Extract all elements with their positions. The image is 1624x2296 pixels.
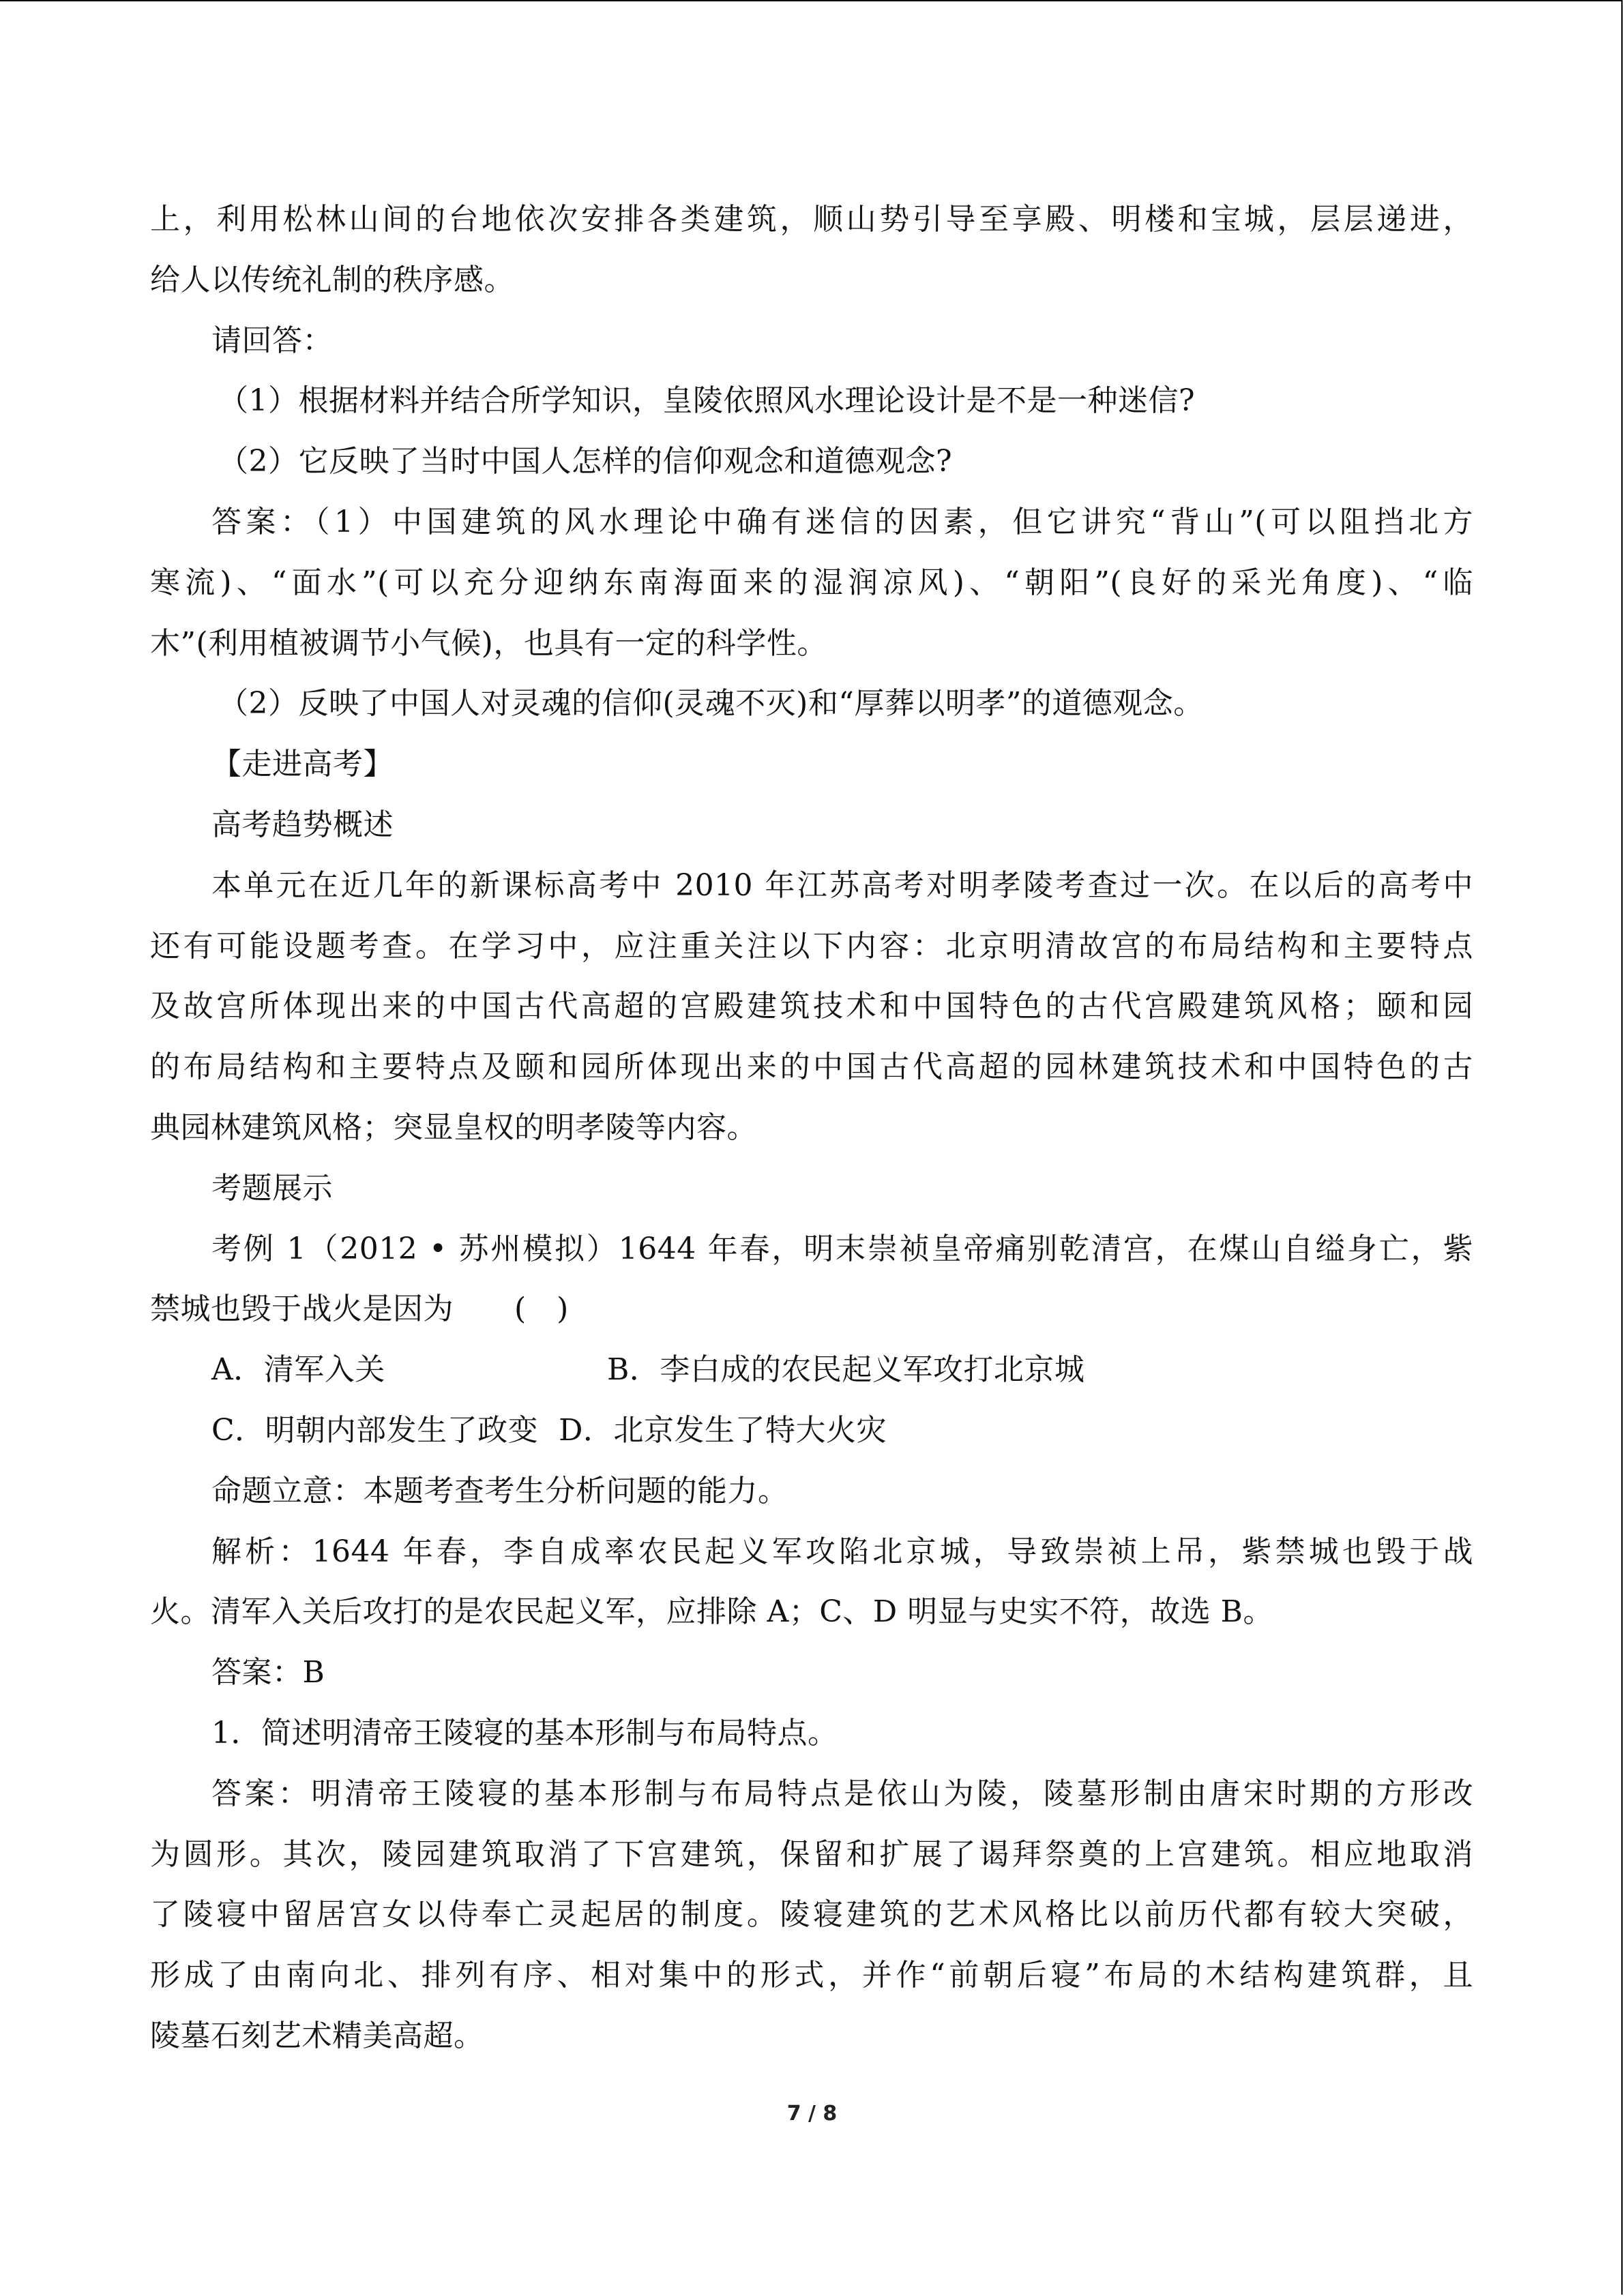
option-a: A．清军入关: [211, 1352, 385, 1388]
question-1: （1）根据材料并结合所学知识，皇陵依照风水理论设计是不是一种迷信?: [218, 383, 1196, 419]
question-2: （2）它反映了当时中国人怎样的信仰观念和道德观念?: [218, 444, 953, 479]
answer-line: 答案：明清帝王陵寝的基本形制与布局特点是依山为陵，陵墓形制由唐宋时期的方形改: [211, 1776, 1473, 1811]
option-b: B．李白成的农民起义军攻打北京城: [607, 1352, 1085, 1388]
option-d: D．北京发生了特大火灾: [559, 1412, 887, 1448]
text-line: 请回答：: [211, 323, 333, 358]
example-question: 考例 1（2012 • 苏州模拟）1644 年春，明末崇祯皇帝痛别乾清宫，在煤山自缢身亡，紫: [211, 1231, 1473, 1266]
answer-line: 为圆形。其次，陵园建筑取消了下宫建筑，保留和扩展了谒拜祭奠的上宫建筑。相应地取消: [150, 1836, 1473, 1872]
answer-line: 答案：（1）中国建筑的风水理论中确有迷信的因素，但它讲究“背山”(可以阻挡北方: [211, 504, 1473, 539]
subsection-heading: 高考趋势概述: [211, 807, 394, 842]
paragraph-line: 本单元在近几年的新课标高考中 2010 年江苏高考对明孝陵考查过一次。在以后的高考中: [211, 867, 1473, 903]
document-body: [150, 202, 1473, 2082]
page-number: 7 / 8: [786, 2102, 838, 2126]
options-row: [150, 1352, 1473, 1388]
options-row: [150, 1412, 1473, 1448]
intent-line: 命题立意：本题考查考生分析问题的能力。: [211, 1473, 788, 1508]
subsection-heading: 考题展示: [211, 1170, 333, 1206]
text-line: 给人以传统礼制的秩序感。: [150, 262, 514, 297]
text-line: 上，利用松林山间的台地依次安排各类建筑，顺山势引导至享殿、明楼和宝城，层层递进，: [150, 202, 1473, 237]
question-line: 1．简述明清帝王陵寝的基本形制与布局特点。: [211, 1715, 838, 1750]
section-heading: 【走进高考】: [211, 747, 394, 782]
answer-line: 了陵寝中留居宫女以侍奉亡灵起居的制度。陵寝建筑的艺术风格比以前历代都有较大突破，: [150, 1897, 1473, 1933]
analysis-line: 解析：1644 年春，李自成率农民起义军攻陷北京城，导致崇祯上吊，紫禁城也毁于战: [211, 1534, 1473, 1569]
answer-line: 形成了由南向北、排列有序、相对集中的形式，并作“前朝后寝”布局的木结构建筑群，且: [150, 1958, 1473, 1993]
paragraph-line: 还有可能设题考查。在学习中，应注重关注以下内容：北京明清故宫的布局结构和主要特点: [150, 928, 1473, 964]
paragraph-line: 的布局结构和主要特点及颐和园所体现出来的中国古代高超的园林建筑技术和中国特色的古: [150, 1049, 1473, 1085]
paragraph-line: 及故宫所体现出来的中国古代高超的宫殿建筑技术和中国特色的古代宫殿建筑风格；颐和园: [150, 989, 1473, 1024]
answer-line: 陵墓石刻艺术精美高超。: [150, 2018, 484, 2053]
answer-line: （2）反映了中国人对灵魂的信仰(灵魂不灭)和“厚葬以明孝”的道德观念。: [218, 686, 1204, 721]
analysis-line: 火。清军入关后攻打的是农民起义军，应排除 A；C、D 明显与史实不符，故选 B。: [150, 1594, 1274, 1630]
answer-line: 答案：B: [211, 1655, 325, 1690]
answer-line: 木”(利用植被调节小气候)，也具有一定的科学性。: [150, 625, 827, 661]
paragraph-line: 典园林建筑风格；突显皇权的明孝陵等内容。: [150, 1109, 757, 1145]
example-question: 禁城也毁于战火是因为 ( ): [150, 1292, 569, 1327]
option-c: C．明朝内部发生了政变: [211, 1412, 539, 1448]
answer-line: 寒流)、“面水”(可以充分迎纳东南海面来的湿润凉风)、“朝阳”(良好的采光角度)、“临: [150, 565, 1473, 600]
